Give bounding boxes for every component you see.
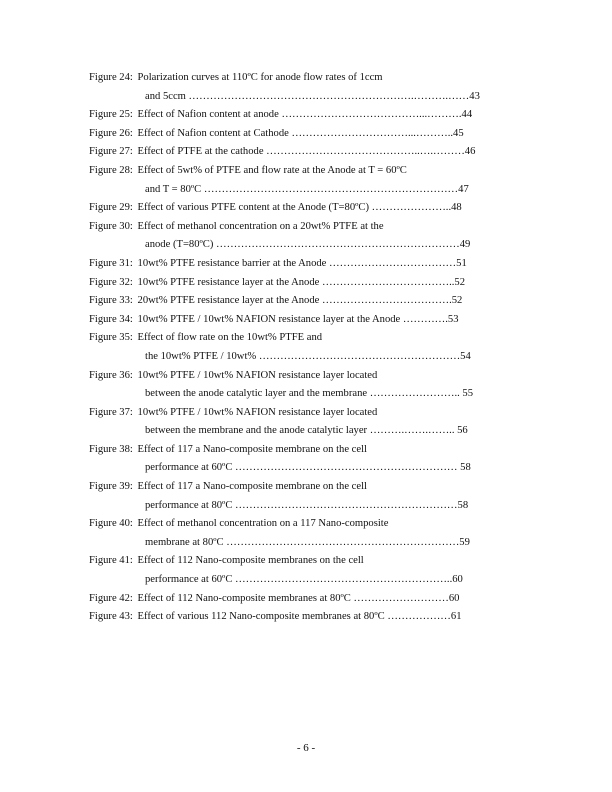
figure-label: Figure 35: <box>89 332 133 344</box>
figure-caption-text: Effect of 112 Nano-composite membranes on the cell <box>137 555 364 567</box>
figure-entry-first-line <box>89 590 517 609</box>
figure-entry-first-line <box>89 441 517 460</box>
page-number: - 6 - <box>296 742 316 754</box>
figure-caption-text: Effect of various 112 Nano-composite membranes at 80ºC ………………61 <box>137 611 462 623</box>
figure-caption-text: the 10wt% PTFE / 10wt% …………………………………………………54 <box>145 350 471 362</box>
figure-entry <box>89 478 517 515</box>
figure-caption-text: Polarization curves at 110ºC for anode flow rates of 1ccm <box>137 72 383 83</box>
figure-caption-text: membrane at 80ºC …………………………………………………………59 <box>145 536 470 548</box>
figure-caption-text: Effect of 117 a Nano-composite membrane on the cell <box>137 481 367 493</box>
figure-entry <box>89 162 517 199</box>
figure-entry <box>89 274 517 293</box>
figure-entry-continuation-line <box>89 236 517 255</box>
figure-label: Figure 27: <box>89 146 133 158</box>
figure-entry-continuation-line <box>89 459 517 478</box>
figure-label: Figure 41: <box>89 555 133 567</box>
figure-entry <box>89 590 517 609</box>
figure-caption-text: Effect of Nafion content at Cathode ……………………………...………..45 <box>137 127 464 139</box>
figure-caption-text: and T = 80ºC ………………………………………………………………47 <box>145 183 469 195</box>
figure-caption-text: performance at 60ºC ……………………………………………………..60 <box>145 574 463 586</box>
figure-entry <box>89 69 517 106</box>
figure-entry <box>89 199 517 218</box>
figure-caption-text: anode (T=80ºC) ……………………………………………………………49 <box>145 239 471 251</box>
figure-label: Figure 43: <box>89 611 133 623</box>
figure-caption-text: 10wt% PTFE / 10wt% NAFION resistance layer located <box>137 369 378 381</box>
figure-entry-continuation-line <box>89 422 517 441</box>
figure-caption-text: Effect of 117 a Nano-composite membrane on the cell <box>137 443 367 455</box>
figure-caption-text: 10wt% PTFE resistance layer at the Anode ………………………………..52 <box>137 276 465 288</box>
figure-entry-first-line <box>89 255 517 274</box>
figure-entry-first-line <box>89 274 517 293</box>
figure-entry-first-line <box>89 515 517 534</box>
figure-entry-first-line <box>89 106 517 125</box>
figure-label: Figure 33: <box>89 295 133 307</box>
figure-entry <box>89 608 517 627</box>
figure-entry-first-line <box>89 69 517 88</box>
figure-label: Figure 26: <box>89 127 133 139</box>
figure-entry-continuation-line <box>89 534 517 553</box>
figure-entry <box>89 143 517 162</box>
figure-entry-first-line <box>89 478 517 497</box>
figure-caption-text: 10wt% PTFE / 10wt% NAFION resistance layer at the Anode ………….53 <box>137 313 459 325</box>
figure-entry <box>89 311 517 330</box>
figure-caption-text: between the anode catalytic layer and the membrane …………………….. 55 <box>145 388 474 400</box>
figure-entry <box>89 552 517 589</box>
figure-caption-text: Effect of 5wt% of PTFE and flow rate at the Anode at T = 60ºC <box>137 164 407 176</box>
figure-entry <box>89 441 517 478</box>
figure-label: Figure 38: <box>89 443 133 455</box>
figure-entry-first-line <box>89 608 517 627</box>
figure-entry-continuation-line <box>89 497 517 516</box>
figure-entry-first-line <box>89 218 517 237</box>
figure-label: Figure 25: <box>89 109 133 121</box>
figure-entry <box>89 292 517 311</box>
figure-entry-first-line <box>89 143 517 162</box>
figure-entry <box>89 125 517 144</box>
figure-entry <box>89 404 517 441</box>
figure-label: Figure 28: <box>89 164 133 176</box>
figure-label: Figure 39: <box>89 481 133 493</box>
figure-label: Figure 42: <box>89 592 133 604</box>
figure-label: Figure 31: <box>89 257 133 269</box>
figure-label: Figure 36: <box>89 369 133 381</box>
figure-caption-text: and 5ccm ……………………………………………………….……….……43 <box>145 90 480 102</box>
figure-entry-continuation-line <box>89 88 517 107</box>
figure-entry-first-line <box>89 125 517 144</box>
figure-entry <box>89 329 517 366</box>
figure-entry-first-line <box>89 404 517 423</box>
figure-label: Figure 30: <box>89 220 133 232</box>
figure-caption-text: between the membrane and the anode catalytic layer ……….…….…….. 56 <box>145 425 468 437</box>
figure-entry-continuation-line <box>89 385 517 404</box>
figure-caption-text: Effect of methanol concentration on a 117 Nano-composite <box>137 518 389 530</box>
figure-entry <box>89 515 517 552</box>
figure-entry <box>89 106 517 125</box>
figure-caption-text: Effect of methanol concentration on a 20wt% PTFE at the <box>137 220 384 232</box>
figure-label: Figure 32: <box>89 276 133 288</box>
figure-label: Figure 34: <box>89 313 133 325</box>
figure-caption-text: performance at 60ºC ……………………………………………………… 58 <box>145 462 471 474</box>
figure-entry-first-line <box>89 552 517 571</box>
figure-caption-text: 20wt% PTFE resistance layer at the Anode ……………………………….52 <box>137 295 463 307</box>
figure-entry-first-line <box>89 162 517 181</box>
figure-label: Figure 37: <box>89 406 133 418</box>
figure-entry-continuation-line <box>89 181 517 200</box>
figure-entry-first-line <box>89 367 517 386</box>
figure-caption-text: performance at 80ºC ………………………………………………………58 <box>145 499 469 511</box>
figure-caption-text: Effect of PTFE at the cathode ……………………………………..….………46 <box>137 146 476 158</box>
figure-entry <box>89 255 517 274</box>
figure-entry-first-line <box>89 329 517 348</box>
figure-label: Figure 40: <box>89 518 133 530</box>
figure-caption-text: Effect of 112 Nano-composite membranes at 80ºC ………………………60 <box>137 592 460 604</box>
figure-caption-text: Effect of flow rate on the 10wt% PTFE and <box>137 332 323 344</box>
figure-caption-text: 10wt% PTFE / 10wt% NAFION resistance layer located <box>137 406 378 418</box>
figure-caption-text: Effect of Nafion content at anode …………………………………...……….44 <box>137 109 473 121</box>
figure-entry-first-line <box>89 292 517 311</box>
figure-entry <box>89 367 517 404</box>
figure-label: Figure 29: <box>89 202 133 214</box>
figure-caption-text: 10wt% PTFE resistance barrier at the Anode ………………………………51 <box>137 257 467 269</box>
figure-entry-first-line <box>89 311 517 330</box>
figure-entry <box>89 218 517 255</box>
list-of-figures <box>89 69 517 627</box>
figure-caption-text: Effect of various PTFE content at the Anode (T=80ºC) …………………..48 <box>137 202 462 214</box>
figure-entry-first-line <box>89 199 517 218</box>
figure-label: Figure 24: <box>89 72 133 83</box>
figure-entry-continuation-line <box>89 571 517 590</box>
figure-entry-continuation-line <box>89 348 517 367</box>
